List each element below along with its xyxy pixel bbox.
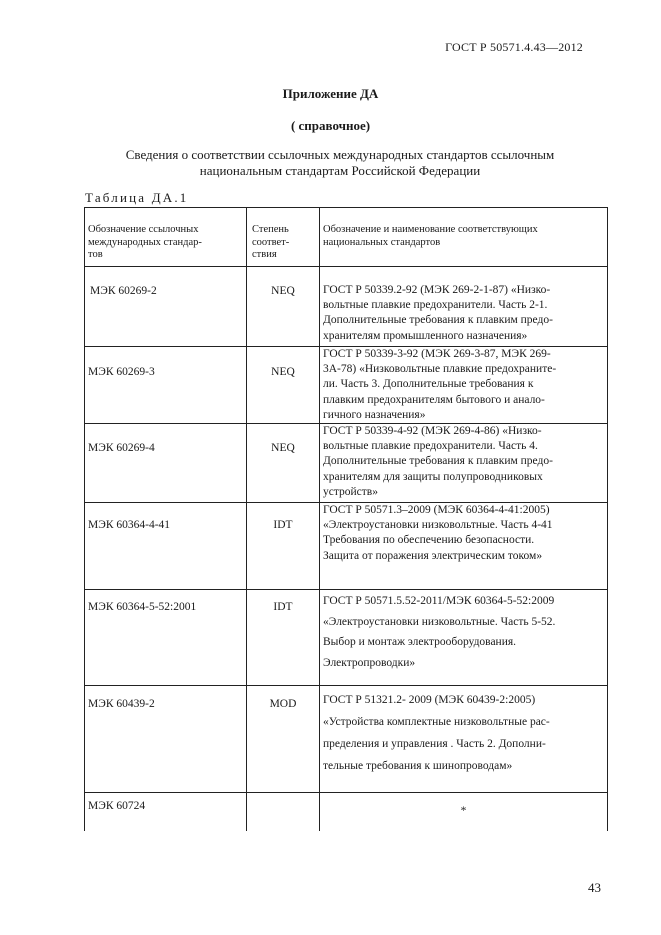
national-line: ГОСТ Р 50571.3–2009 (МЭК 60364-4-41:2005) [323, 504, 550, 516]
national-standard-cell [323, 591, 604, 673]
national-line: Защита от поражения электрическим током» [323, 549, 543, 562]
national-line: * [460, 805, 467, 817]
table-row [84, 793, 608, 831]
national-line: ГОСТ Р 51321.2- 2009 (МЭК 60439-2:2005) [323, 694, 536, 706]
page-number: 43 [588, 880, 601, 895]
intl-standard-cell: МЭК 60269-4 [88, 442, 155, 454]
national-line: Требования по обеспечению безопасности. [323, 534, 535, 547]
table-row [84, 590, 608, 686]
header-line: Степень [252, 224, 289, 235]
degree-cell: MOD [269, 698, 297, 710]
national-line: Выбор и монтаж электрооборудования. [323, 636, 517, 648]
degree-cell: NEQ [271, 442, 295, 454]
national-standard-cell [323, 347, 604, 423]
national-line: хранителям для защиты полупроводниковых [323, 470, 543, 483]
intl-standard-cell: МЭК 60269-3 [88, 366, 155, 378]
header-line: соответ- [252, 236, 290, 248]
national-line: хранителям промышленного назначения» [323, 329, 528, 342]
national-line: устройств» [323, 485, 378, 498]
standards-table [84, 207, 608, 831]
table-row [84, 503, 608, 590]
national-line: ли. Часть 3. Дополнительные требования к [323, 378, 534, 391]
national-line: Дополнительные требования к плавким предо- [323, 314, 553, 327]
national-line: тельные требования к шинопроводам» [323, 760, 513, 772]
national-line: ГОСТ Р 50571.5.52-2011/МЭК 60364-5-52:2009 [323, 595, 555, 607]
intl-standard-cell: МЭК 60439-2 [88, 698, 155, 710]
national-standard-cell [323, 424, 604, 500]
national-line: «Электроустановки низковольтные. Часть 4-41 [323, 519, 553, 532]
degree-cell: IDT [273, 519, 293, 531]
table-header-row [84, 207, 608, 267]
header-line: международных стандар- [88, 236, 202, 248]
national-line: вольтные плавкие предохранители. Часть 4. [323, 440, 538, 453]
intl-standard-cell: МЭК 60269-2 [90, 285, 157, 297]
table-row [84, 686, 608, 793]
intl-standard-cell: МЭК 60364-5-52:2001 [88, 601, 197, 613]
appendix-intro [90, 147, 590, 179]
header-line: национальных стандартов [323, 236, 441, 248]
national-standard-cell [323, 689, 604, 777]
header-degree [252, 224, 318, 262]
national-line: «Устройства комплектные низковольтные рас- [323, 716, 550, 728]
national-line: вольтные плавкие предохранители. Часть 2-1. [323, 299, 548, 312]
table-row [84, 347, 608, 424]
header-line: Обозначение ссылочных [88, 224, 199, 235]
national-line: Дополнительные требования к плавким предо- [323, 455, 553, 468]
table-caption: Таблица ДА.1 [85, 190, 189, 205]
intl-standard-cell: МЭК 60724 [88, 800, 146, 812]
header-intl-standard [88, 224, 243, 262]
table-row [84, 267, 608, 347]
degree-cell: IDT [273, 601, 293, 613]
intro-line: национальным стандартам Российской Федерации [199, 163, 481, 178]
national-line: ГОСТ Р 50339-3-92 (МЭК 269-3-87, МЭК 269- [323, 348, 551, 360]
appendix-title: Приложение ДА [282, 86, 379, 101]
national-line: 3А-78) «Низковольтные плавкие предохраните- [323, 363, 557, 376]
appendix-subtitle: ( справочное) [290, 118, 371, 133]
national-line: плавким предохранителям бытового и анало- [323, 393, 545, 406]
header-line: ствия [252, 249, 277, 260]
national-standard-cell [323, 503, 604, 564]
intl-standard-cell: МЭК 60364-4-41 [88, 519, 171, 531]
national-line: ГОСТ Р 50339-4-92 (МЭК 269-4-86) «Низко- [323, 425, 542, 437]
header-national-standard [323, 224, 604, 249]
table-row [84, 424, 608, 503]
national-standard-cell [323, 283, 604, 344]
national-line: ГОСТ Р 50339.2-92 (МЭК 269-2-1-87) «Низко- [323, 284, 551, 296]
degree-cell: NEQ [271, 366, 295, 378]
degree-cell: NEQ [271, 285, 295, 297]
national-line: Электропроводки» [323, 656, 416, 669]
national-standard-cell [323, 804, 604, 819]
national-line: «Электроустановки низковольтные. Часть 5-52. [323, 615, 556, 628]
header-line: Обозначение и наименование соответствующих [323, 224, 538, 235]
national-line: гичного назначения» [323, 408, 426, 421]
doc-code: ГОСТ Р 50571.4.43—2012 [445, 40, 583, 54]
national-line: пределения и управления . Часть 2. Дополни- [323, 738, 546, 750]
intro-line: Сведения о соответствии ссылочных международных стандартов ссылочным [125, 147, 555, 162]
header-line: тов [88, 249, 103, 260]
